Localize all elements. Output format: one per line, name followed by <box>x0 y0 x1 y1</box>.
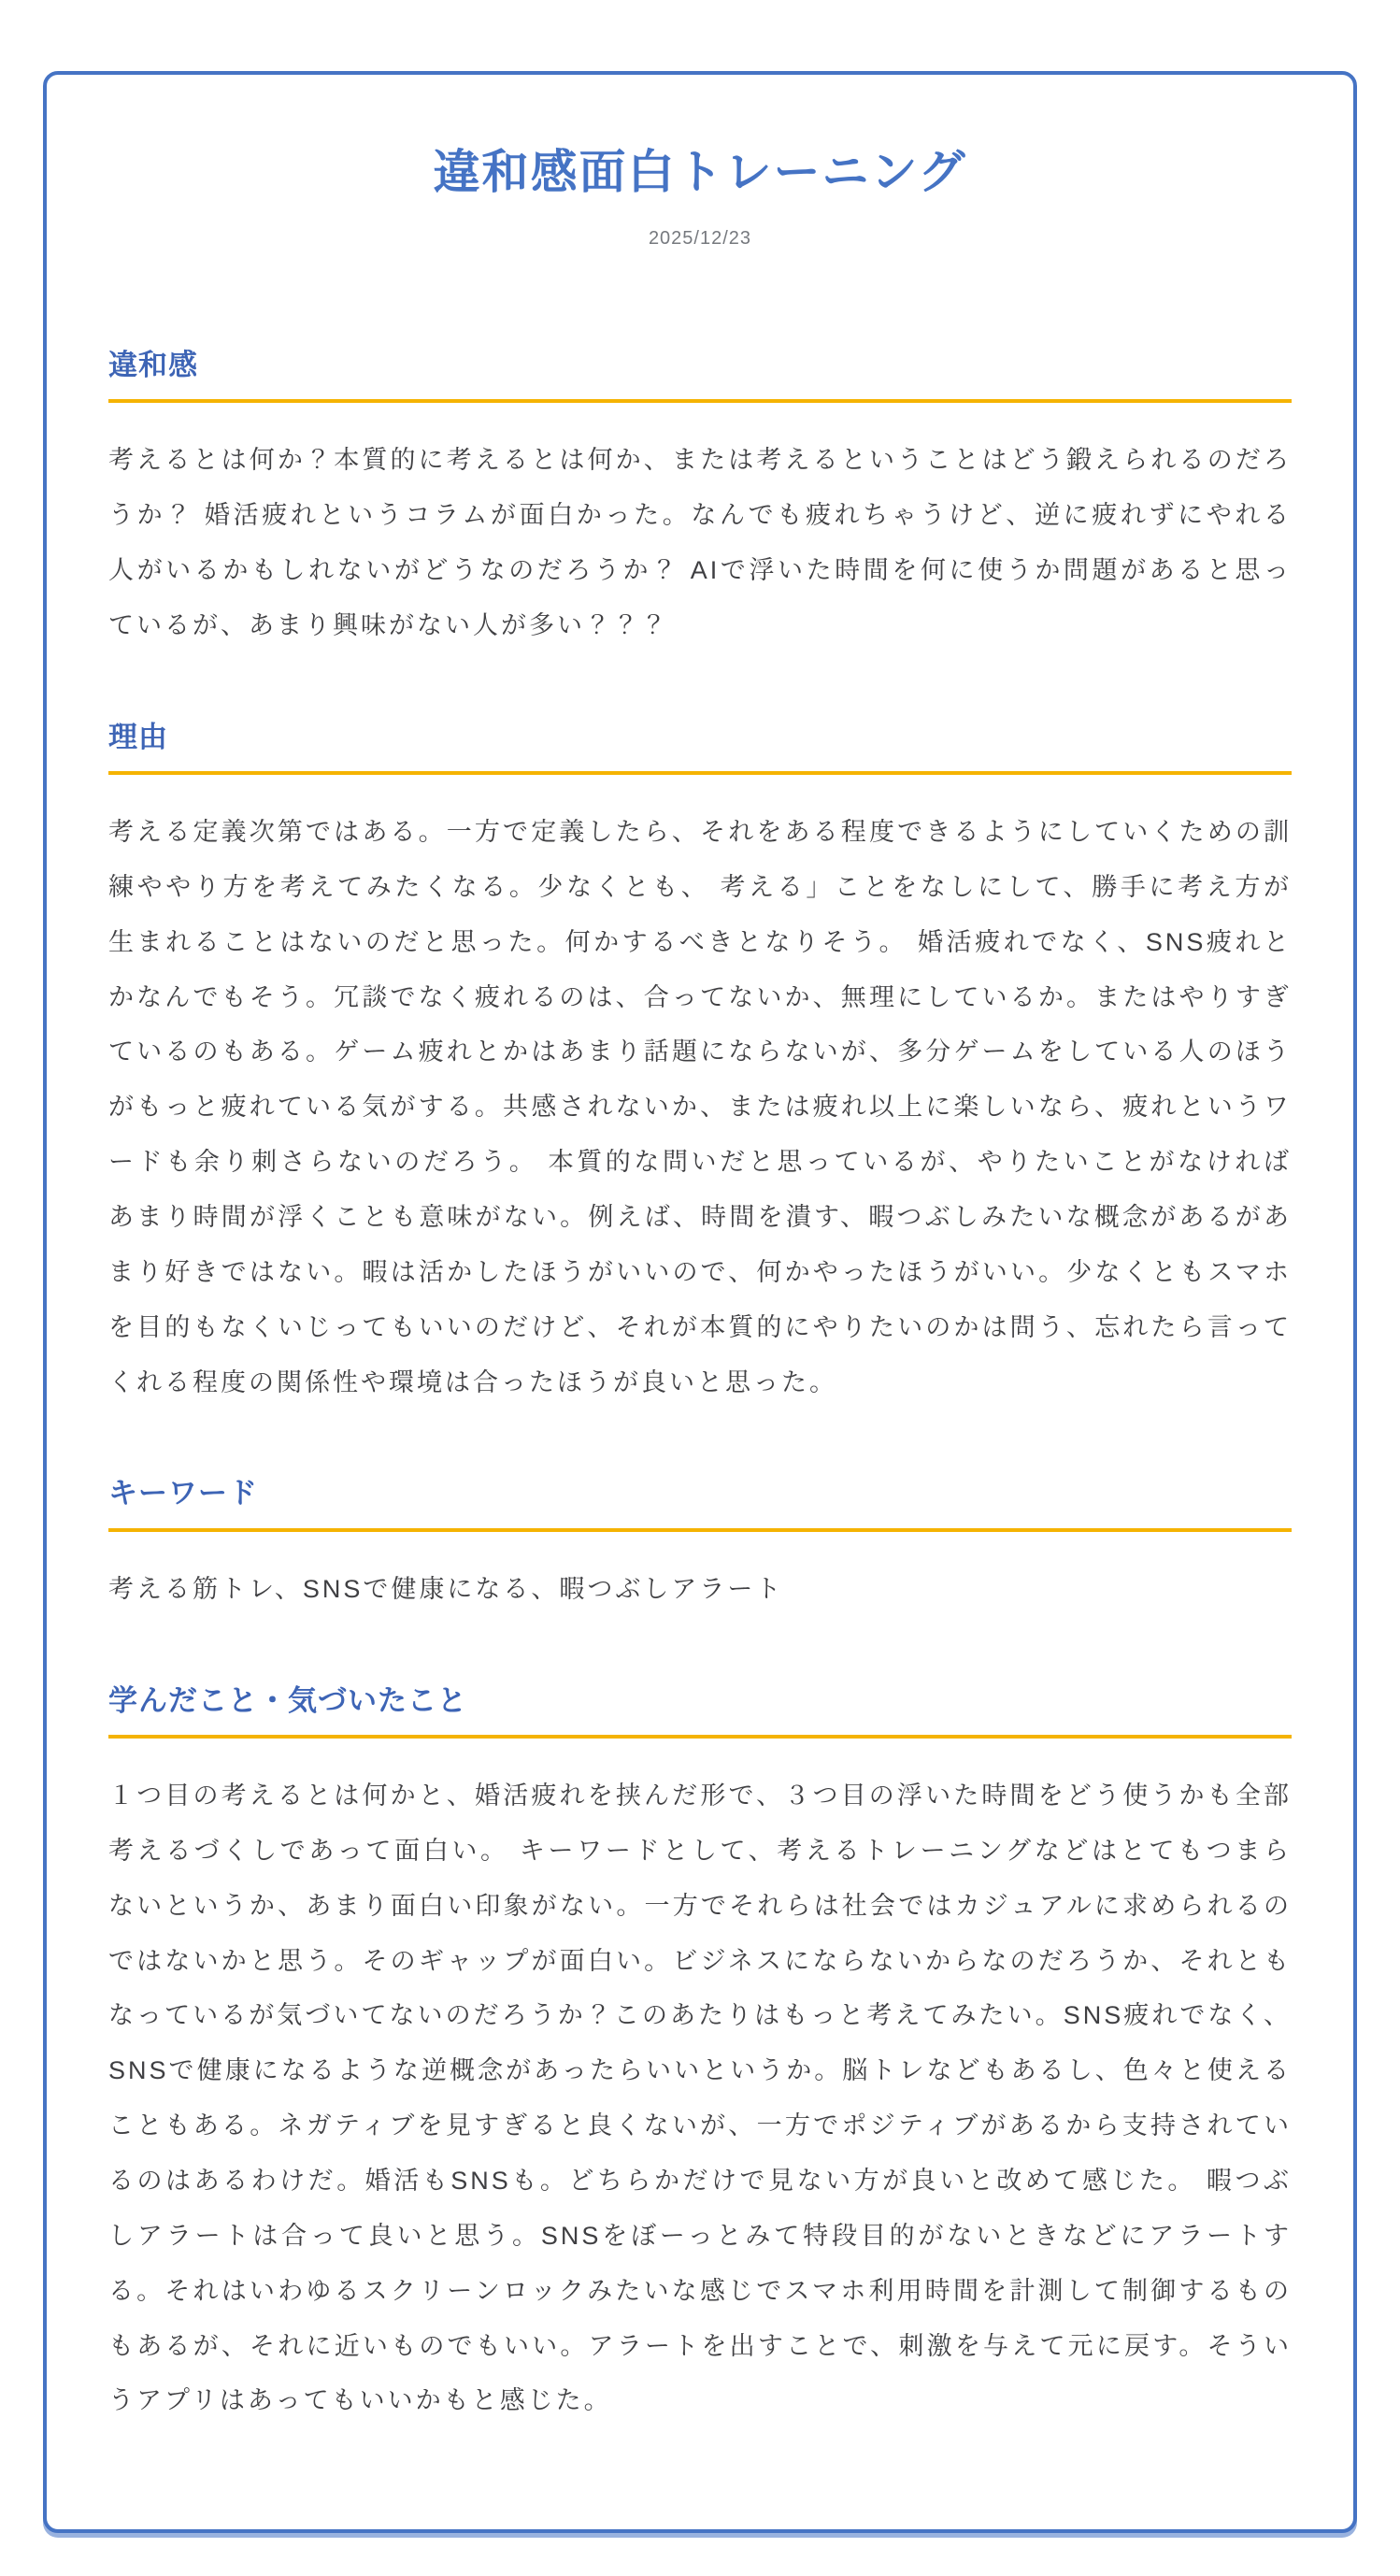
note-card <box>43 71 1357 2533</box>
section-heading-reason: 理由 <box>108 719 1292 775</box>
section-heading-discomfort: 違和感 <box>108 347 1292 403</box>
section-body-keywords: 考える筋トレ、SNSで健康になる、暇つぶしアラート <box>108 1574 784 1603</box>
section-discomfort <box>108 347 1292 653</box>
page-title: 違和感面白トレーニング <box>433 146 967 198</box>
section-learnings <box>108 1682 1292 2429</box>
section-body-learnings: １つ目の考えるとは何かと、婚活疲れを挟んだ形で、３つ目の浮いた時間をどう使うかも全部考えるづくしであって面白い。 キーワードとして、考えるトレーニングなどはとてもつまらないというか、あまり面白い印象がない。一方でそれらは社会ではカジュアルに求められるのではないかと思う。そのギャップが面白い。ビジネスにならないからなのだろうか、それともなっているが気づいてないのだろうか？このあたりはもっと考えてみたい。SNS疲れでなく、SNSで健康になるような逆概念があったらいいというか。脳トレなどもあるし、色々と使えることもある。ネガティブを見すぎると良くないが、一方でポジティブがあるから支持されているのはあるわけだ。婚活もSNSも。どちらかだけで見ない方が良いと改めて感じた。 暇つぶしアラートは合って良いと思う。SNSをぼーっとみて特段目的がないときなどにアラートする。それはいわゆるスクリーンロックみたいな感じでスマホ利用時間を計測して制御するものもあるが、それに近いものでもいい。アラートを出すことで、刺激を与えて元に戻す。そういうアプリはあってもいいかもと感じた。 <box>108 1781 1292 2415</box>
section-body-discomfort: 考えるとは何か？本質的に考えるとは何か、または考えるということはどう鍛えられるのだろうか？ 婚活疲れというコラムが面白かった。なんでも疲れちゃうけど、逆に疲れずにやれる人がいるかもしれないがどうなのだろうか？ AIで浮いた時間を何に使うか問題があると思っているが、あまり興味がない人が多い？？？ <box>108 446 1292 639</box>
page-date: 2025/12/23 <box>648 228 752 249</box>
section-reason <box>108 719 1292 1410</box>
section-heading-learnings: 学んだこと・気づいたこと <box>108 1682 1292 1739</box>
section-keywords <box>108 1475 1292 1616</box>
section-heading-keywords: キーワード <box>108 1475 1292 1531</box>
section-body-reason: 考える定義次第ではある。一方で定義したら、それをある程度できるようにしていくための訓練ややり方を考えてみたくなる。少なくとも、 考える」ことをなしにして、勝手に考え方が生まれることはないのだと思った。何かするべきとなりそう。 婚活疲れでなく、SNS疲れとかなんでもそう。冗談でなく疲れるのは、合ってないか、無理にしているか。またはやりすぎているのもある。ゲーム疲れとかはあまり話題にならないが、多分ゲームをしている人のほうがもっと疲れている気がする。共感されないか、または疲れ以上に楽しいなら、疲れというワードも余り刺さらないのだろう。 本質的な問いだと思っているが、やりたいことがなければあまり時間が浮くことも意味がない。例えば、時間を潰す、暇つぶしみたいな概念があるがあまり好きではない。暇は活かしたほうがいいので、何かやったほうがいい。少なくともスマホを目的もなくいじってもいいのだけど、それが本質的にやりたいのかは問う、忘れたら言ってくれる程度の関係性や環境は合ったほうが良いと思った。 <box>108 818 1292 1396</box>
